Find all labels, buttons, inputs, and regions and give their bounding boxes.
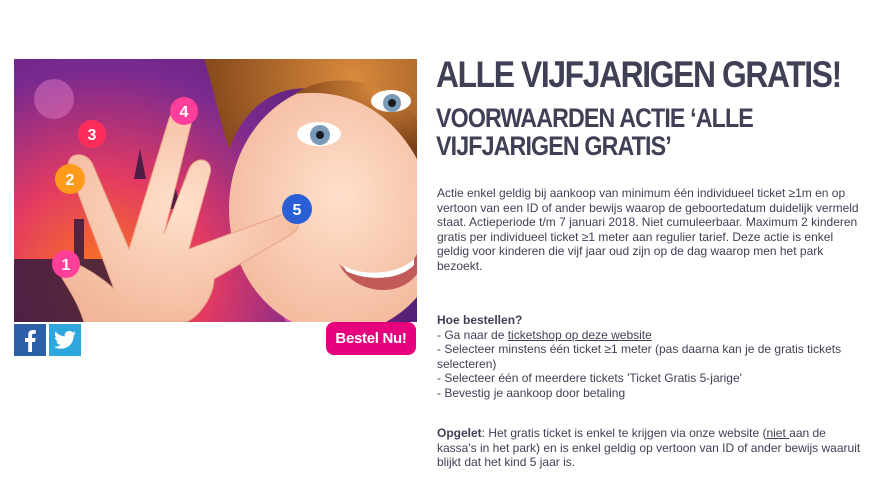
note-text-1: : Het gratis ticket is enkel te krijgen via onze website ( [481, 426, 767, 440]
badge-2-label: 2 [65, 172, 75, 189]
facebook-share-button[interactable] [14, 324, 46, 356]
badge-1-label: 1 [61, 257, 71, 274]
step-1-prefix: - Ga naar de [437, 327, 508, 342]
badge-5-icon [282, 194, 312, 224]
note-label: Opgelet [437, 426, 482, 440]
ticketshop-link[interactable]: ticketshop op deze website [507, 327, 652, 342]
how-to-section [437, 313, 862, 401]
page-subtitle: VOORWAARDEN ACTIE ‘ALLE VIJFJARIGEN GRATIS’ [436, 103, 753, 161]
page-title: ALLE VIJFJARIGEN GRATIS! [436, 54, 841, 95]
step-2: - Selecteer minstens één ticket ≥1 meter (pas daarna kan je de gratis tickets selecteren) [437, 342, 842, 371]
facebook-icon [20, 328, 40, 352]
badge-4-label: 4 [179, 104, 189, 121]
badge-3-label: 3 [87, 127, 97, 144]
intro-paragraph: Actie enkel geldig bij aankoop van minimum één individueel ticket ≥1m en op vertoon van een ID of ander bewijs waarop de geboortedatum duidelijk vermeld staat. Actieperiode t/m 7 januari 2018. Niet cumuleerbaar. Maximum 2 kinderen gratis per individueel ticket ≥1 meter aan regulier tarief. Deze actie is enkel geldig voor kinderen die vijf jaar oud zijn op de dag waarop men het park bezoekt. [437, 186, 859, 273]
badge-2-icon [55, 164, 85, 194]
badge-1-icon [52, 250, 80, 278]
order-now-button[interactable]: Bestel Nu! [326, 322, 416, 355]
badge-3-icon [78, 120, 106, 148]
badge-5-label: 5 [292, 202, 302, 219]
twitter-share-button[interactable] [49, 324, 81, 356]
badge-4-icon [170, 97, 198, 125]
note-text-2: aan de kassa's in het park) en is enkel geldig op vertoon van ID of ander bewijs waaruit blijkt dat het kind 5 jaar is. [437, 426, 861, 470]
how-to-heading: Hoe bestellen? [437, 313, 523, 327]
note-link[interactable]: niet [766, 426, 790, 440]
step-3: - Selecteer één of meerdere tickets 'Ticket Gratis 5-jarige' [437, 371, 742, 386]
hero-illustration [14, 59, 417, 322]
note-paragraph [437, 426, 862, 470]
step-4: - Bevestig je aankoop door betaling [437, 385, 626, 400]
hero-image [14, 59, 417, 322]
twitter-icon [54, 330, 76, 350]
